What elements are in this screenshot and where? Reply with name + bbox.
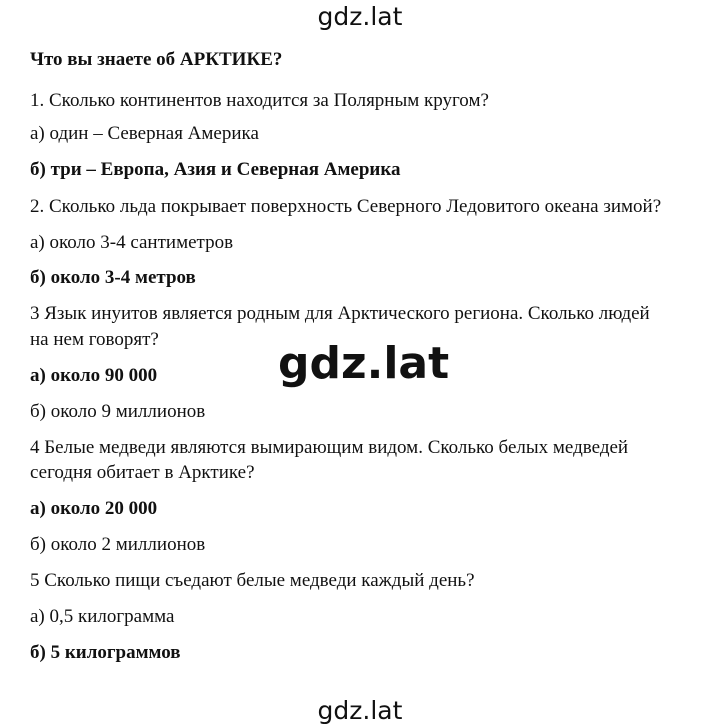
question-3-line-1: 3 Язык инуитов является родным для Арктического региона. Сколько людей [30,303,650,324]
answer-option-correct: б) около 3-4 метров [30,267,196,288]
answer-option-correct: б) 5 килограммов [30,642,181,663]
watermark-top: gdz.lat [317,2,403,31]
page-title: Что вы знаете об АРКТИКЕ? [30,49,283,70]
watermark-bottom: gdz.lat [317,696,403,725]
question-1: 1. Сколько континентов находится за Полярным кругом? [30,90,489,111]
answer-option-correct: а) около 90 000 [30,365,158,386]
question-2: 2. Сколько льда покрывает поверхность Северного Ледовитого океана зимой? [30,196,662,217]
answer-option: а) 0,5 килограмма [30,606,175,627]
answer-option-correct: а) около 20 000 [30,498,158,519]
answer-option: а) около 3-4 сантиметров [30,232,234,253]
question-4-line-1: 4 Белые медведи являются вымирающим видом. Сколько белых медведей [30,437,629,458]
answer-option: б) около 9 миллионов [30,401,206,422]
answer-option: а) один – Северная Америка [30,123,259,144]
answer-option-correct: б) три – Европа, Азия и Северная Америка [30,159,401,180]
question-3-line-2: на нем говорят? [30,329,159,350]
question-4-line-2: сегодня обитает в Арктике? [30,462,255,483]
answer-option: б) около 2 миллионов [30,534,206,555]
question-5: 5 Сколько пищи съедают белые медведи каждый день? [30,570,475,591]
watermark-middle: gdz.lat [278,338,450,389]
